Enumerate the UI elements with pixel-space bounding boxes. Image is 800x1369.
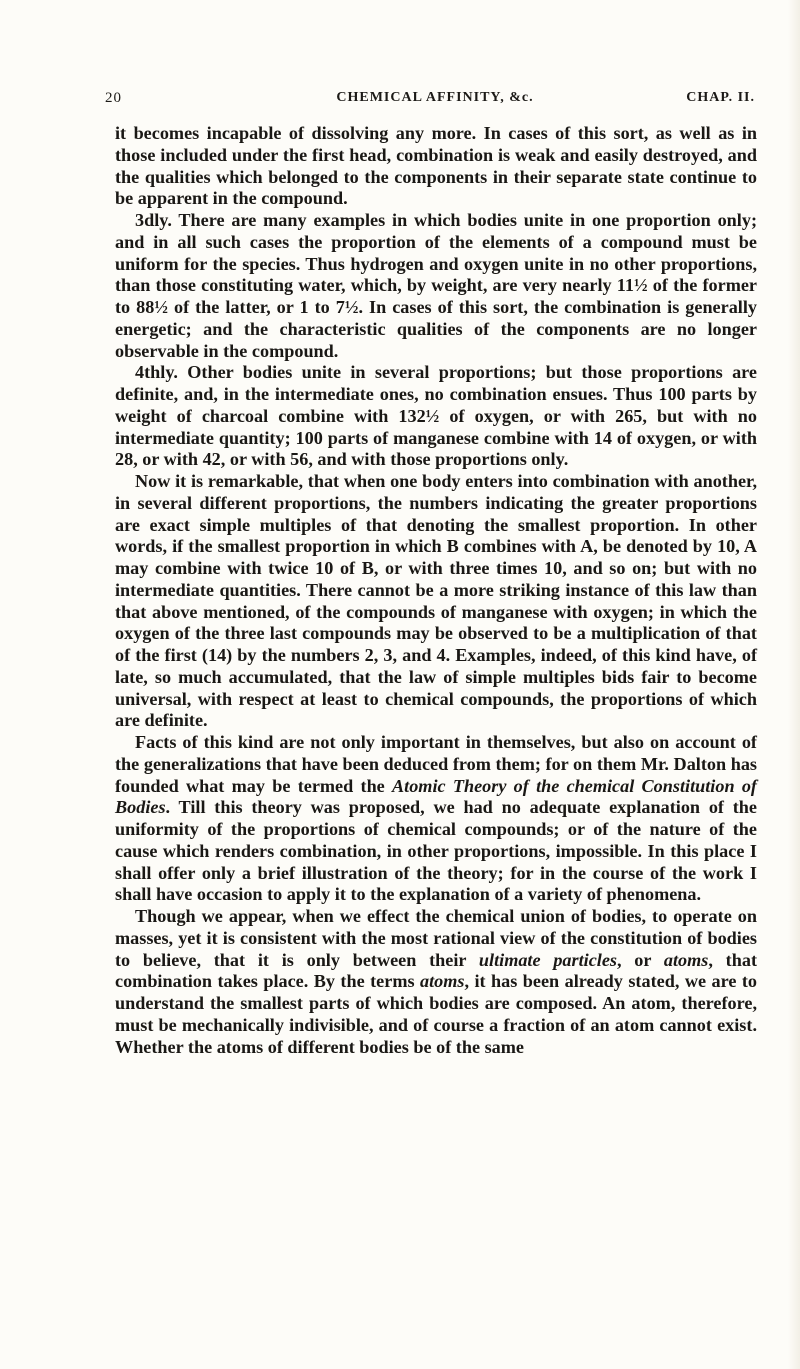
atomic-theory-text-b: . Till this theory was proposed, we had no adequate explanation of the uniformity of the proportions of chemical compounds; or of the nature of the cause which renders combination, in other proportions, impossible. In this place I shall offer only a brief illustration of the theory; for in the course of the work I shall have occasion to apply it to the explanation of a variety of phenomena. <box>115 797 757 905</box>
paragraph-continuation: it becomes incapable of dissolving any more. In cases of this sort, as well as in those included under the first head, combination is weak and easily destroyed, and the qualities which belonged to the components in their separate state continue to be apparent in the compound. <box>115 123 757 209</box>
body-text <box>115 123 757 1058</box>
paragraph-atoms <box>115 906 757 1058</box>
running-title: CHEMICAL AFFINITY, &c. <box>336 90 534 105</box>
term-atoms: atoms <box>663 949 709 970</box>
paragraph-simple-multiples: Now it is remarkable, that when one body enters into combination with another, in several different proportions, the numbers indicating the greater proportions are exact simple multiples of that denoting the smallest proportion. In other words, if the smallest proportion in which B combines with A, be denoted by 10, A may combine with twice 10 of B, or with three times 10, and so on; but with no intermediate quantities. There cannot be a more striking instance of this law than that above mentioned, of the compounds of manganese with oxygen; in which the oxygen of the three last compounds may be observed to be a multiplication of that of the first (14) by the numbers 2, 3, and 4. Examples, indeed, of this kind have, of late, so much accumulated, that the law of simple multiples bids fair to become universal, with respect at least to chemical compounds, the proportions of which are definite. <box>115 471 757 731</box>
term-ultimate-particles: ultimate particles <box>478 949 617 970</box>
atoms-text-3: , that combination takes place. By the terms <box>115 949 758 992</box>
chapter-label: CHAP. II. <box>686 90 755 105</box>
term-atoms-2: atoms <box>420 971 465 992</box>
page-edge <box>788 0 800 1369</box>
atomic-theory-text-a: Facts of this kind are not only important in themselves, but also on account of the generalizations that have been deduced from them; for on them Mr. Dalton has founded what may be termed the <box>115 732 757 796</box>
atoms-text-2: , or <box>616 949 664 970</box>
running-head <box>105 90 755 110</box>
atoms-text-1: Though we appear, when we effect the chemical union of bodies, to operate on masses, yet it is consistent with the most rational view of the constitution of bodies to believe, that it is only between their <box>115 906 757 970</box>
paragraph-fourth-case: 4thly. Other bodies unite in several proportions; but those proportions are definite, and, in the intermediate ones, no combination ensues. Thus 100 parts by weight of charcoal combine with 132½ of oxygen, or with 265, but with no intermediate quantity; 100 parts of manganese combine with 14 of oxygen, or with 28, or with 42, or with 56, and with those proportions only. <box>115 362 757 470</box>
paragraph-third-case: 3dly. There are many examples in which bodies unite in one proportion only; and in all such cases the proportion of the elements of a compound must be uniform for the species. Thus hydrogen and oxygen unite in no other proportions, than those constituting water, which, by weight, are very nearly 11½ of the former to 88½ of the latter, or 1 to 7½. In cases of this sort, the combination is generally energetic; and the characteristic qualities of the components are no longer observable in the compound. <box>115 210 757 361</box>
paragraph-atomic-theory <box>115 732 757 906</box>
atomic-theory-title: Atomic Theory of the chemical Constitution of Bodies <box>115 775 757 818</box>
page-number: 20 <box>105 90 122 106</box>
atoms-text-4: , it has been already stated, we are to understand the smallest parts of which bodies are composed. An atom, therefore, must be mechanically indivisible, and of course a fraction of an atom cannot exist. Whether the atoms of different bodies be of the same <box>115 971 757 1057</box>
